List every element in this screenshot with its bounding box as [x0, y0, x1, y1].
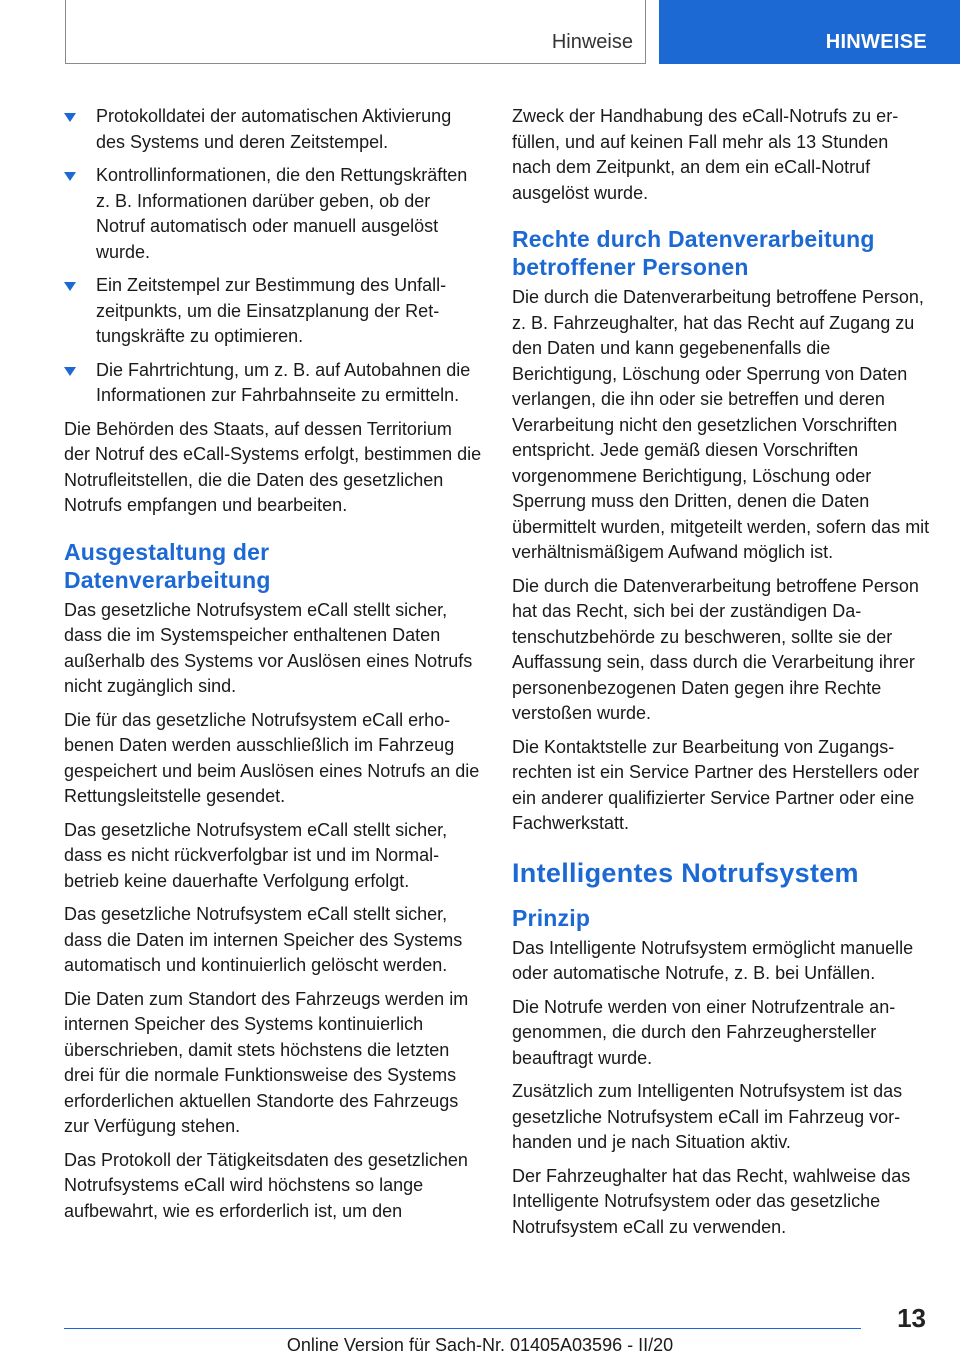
heading-intelligentes-notrufsystem: Intelligentes Notrufsystem [512, 857, 859, 888]
list-item-text: Protokolldatei der automatischen Aktivierung des Systems und deren Zeitstempel. [96, 106, 452, 152]
paragraph: Die durch die Datenverarbeitung betroffene Person, z. B. Fahrzeughalter, hat das Recht auf Zugang zu den Daten und kann gegebenenfalls die Berichtigung, Löschung oder Sperrung von Daten verlangen, die ihn oder sie betreffen und deren Verarbeitung nicht den gesetzlichen Vorschriften entspricht. Jede gemäß diesen Vorschriften vorgenommene Berichtigung, Löschung oder Sperrung muss den Dritten, denen die Daten übermittelt wurden, mitgeteilt werden, sofern das mit verhältnismäßigem Aufwand möglich ist. [512, 287, 930, 562]
heading-rechte: Rechte durch Datenverarbeitung betroffener Personen [512, 226, 875, 280]
triangle-down-icon [64, 172, 76, 181]
chapter-tab[interactable] [659, 0, 960, 64]
list-item-text: Kontrollinformationen, die den Rettungskräften z. B. Informationen darüber geben, ob der Notruf automatisch oder manuell ausgelöst wurde. [96, 165, 468, 262]
paragraph: Das gesetzliche Notrufsystem eCall stellt sicher, dass die im Systemspeicher enthaltenen Daten außerhalb des Systems vor Auslösen eines Notrufs nicht zugänglich sind. [64, 599, 473, 696]
list-item [64, 104, 482, 155]
list-item [64, 163, 482, 265]
chapter-tab-label: HINWEISE [825, 31, 927, 53]
list-item-text: Die Fahrtrichtung, um z. B. auf Autobahnen die Informationen zur Fahrbahnseite zu ermitteln. [96, 359, 471, 405]
paragraph: Das Intelligente Notrufsystem ermöglicht manuelle oder automatische Notrufe, z. B. bei Unfällen. [512, 937, 914, 983]
list-item [64, 273, 482, 350]
triangle-down-icon [64, 113, 76, 122]
paragraph: Das gesetzliche Notrufsystem eCall stellt sicher, dass die Daten im internen Speicher des Systems automatisch und kontinuierlich gelöscht werden. [64, 904, 463, 975]
list-item [64, 358, 482, 409]
footer-divider [64, 1328, 861, 1329]
footer-text: Online Version für Sach-Nr. 01405A03596 - II/20 [286, 1335, 674, 1355]
paragraph: Die Notrufe werden von einer Notrufzentrale angenommen, die durch den Fahrzeughersteller beauftragt wurde. [512, 996, 896, 1068]
heading-prinzip: Prinzip [512, 904, 591, 931]
bullet-list [64, 104, 482, 409]
left-column [64, 104, 482, 1232]
paragraph: Die Kontaktstelle zur Bearbeitung von Zugangsrechten ist ein Service Partner des Herstellers oder ein anderer qualifizierter Service Partner oder eine Fachwerkstatt. [512, 736, 920, 833]
paragraph: Die für das gesetzliche Notrufsystem eCall erhobenen Daten werden ausschließlich im Fahrzeug gespeichert und beim Auslösen eines Notrufs an die Rettungsleitstelle gesendet. [64, 709, 480, 806]
triangle-down-icon [64, 367, 76, 376]
paragraph: Die Behörden des Staats, auf dessen Territorium der Notruf des eCall-Systems erfolgt, bestimmen die Notrufleitstellen, die die Daten des gesetzlichen Notrufs empfangen und bearbeiten. [64, 418, 482, 515]
paragraph: Zweck der Handhabung des eCall-Notrufs zu erfüllen, und auf keinen Fall mehr als 13 Stunden nach dem Zeitpunkt, an dem ein eCall-Notruf ausgelöst wurde. [512, 106, 899, 203]
paragraph: Das Protokoll der Tätigkeitsdaten des gesetzlichen Notrufsystems eCall wird höchstens so lange aufbewahrt, wie es erforderlich ist, um den [64, 1149, 468, 1221]
paragraph: Die durch die Datenverarbeitung betroffene Person hat das Recht, sich bei der zuständigen Datenschutzbehörde zu beschweren, sollte sie der Auffassung sein, dass durch die Verarbeitung ihrer personenbezogenen Daten gegen ihre Rechte verstoßen wurde. [512, 575, 919, 723]
paragraph: Das gesetzliche Notrufsystem eCall stellt sicher, dass es nicht rückverfolgbar ist und im Normalbetrieb keine dauerhafte Verfolgung erfolgt. [64, 819, 448, 891]
right-column [512, 104, 930, 1248]
paragraph: Der Fahrzeughalter hat das Recht, wahlweise das Intelligente Notrufsystem oder das gesetzliche Notrufsystem eCall zu verwenden. [512, 1165, 911, 1237]
paragraph: Die Daten zum Standort des Fahrzeugs werden im internen Speicher des Systems kontinuierlich überschrieben, damit stets höchstens die letzten drei für die normale Funktionsweise des Systems erforderlichen aktuellen Standorte des Fahrzeugs zur Verfügung stehen. [64, 988, 469, 1136]
triangle-down-icon [64, 282, 76, 291]
heading-ausgestaltung: Ausgestaltung der Datenverarbeitung [64, 538, 271, 593]
page-number: 13 [897, 1303, 926, 1333]
section-title: Hinweise [551, 31, 633, 53]
paragraph: Zusätzlich zum Intelligenten Notrufsystem ist das gesetzliche Notrufsystem eCall im Fahrzeug vorhanden und je nach Situation aktiv. [512, 1081, 903, 1152]
list-item-text: Ein Zeitstempel zur Bestimmung des Unfallzeitpunkts, um die Einsatzplanung der Rettungskräfte zu optimieren. [96, 275, 447, 346]
header-box [65, 0, 646, 64]
